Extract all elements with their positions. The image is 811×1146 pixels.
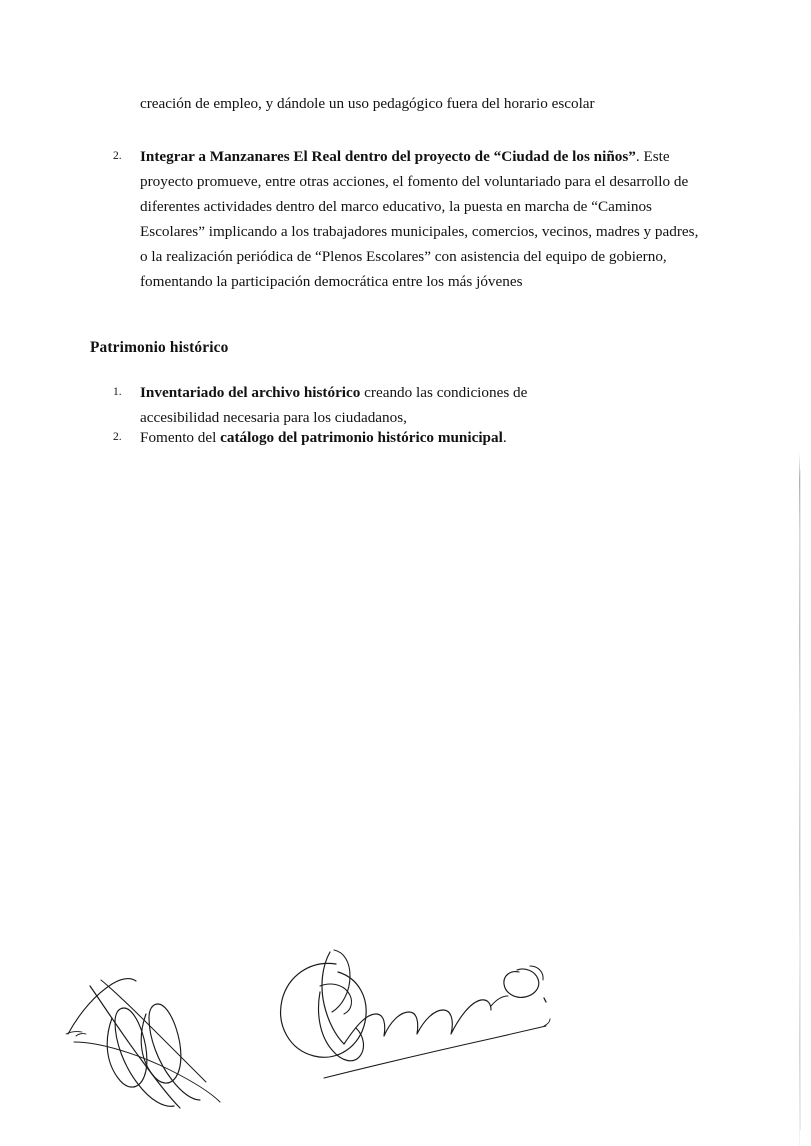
list-item-marker: 2. — [113, 431, 122, 443]
signature-right — [272, 940, 572, 1090]
list-item-rest: . — [502, 429, 507, 446]
list-item-marker: 2. — [113, 150, 122, 162]
list-item-text — [140, 380, 700, 430]
list-item-bold-lead: catálogo del patrimonio histórico municipal — [220, 429, 503, 446]
paragraph-continuation: creación de empleo, y dándole un uso pedagógico fuera del horario escolar — [140, 95, 595, 112]
list-item-rest: . Este proyecto promueve, entre otras acciones, el fomento del voluntariado para el desarrollo de diferentes actividades dentro del marco educativo, la puesta en marcha de “Caminos Escolares” implicando a los trabajadores municipales, comercios, vecinos, madres y padres, o la realización periódica de “Plenos Escolares” con asistencia del equipo de gobierno, fomentando la participación democrática entre los más jóvenes — [140, 148, 699, 290]
list-item-rest: creando las condiciones de — [360, 384, 528, 401]
list-item-last-line: accesibilidad necesaria para los ciudadanos, — [140, 409, 407, 426]
list-item-text — [140, 425, 700, 450]
list-item-marker: 1. — [113, 386, 122, 398]
scan-edge-artifact-secondary — [800, 470, 801, 1130]
signature-area — [0, 930, 811, 1120]
list-item-bold-lead: Inventariado del archivo histórico — [140, 384, 361, 401]
list-item-bold-lead: Integrar a Manzanares El Real dentro del proyecto de “Ciudad de los niños” — [140, 148, 636, 165]
signature-left — [60, 950, 240, 1120]
list-item-prefix: Fomento del — [140, 429, 221, 446]
list-item-text — [140, 144, 705, 294]
section-heading: Patrimonio histórico — [90, 339, 229, 356]
